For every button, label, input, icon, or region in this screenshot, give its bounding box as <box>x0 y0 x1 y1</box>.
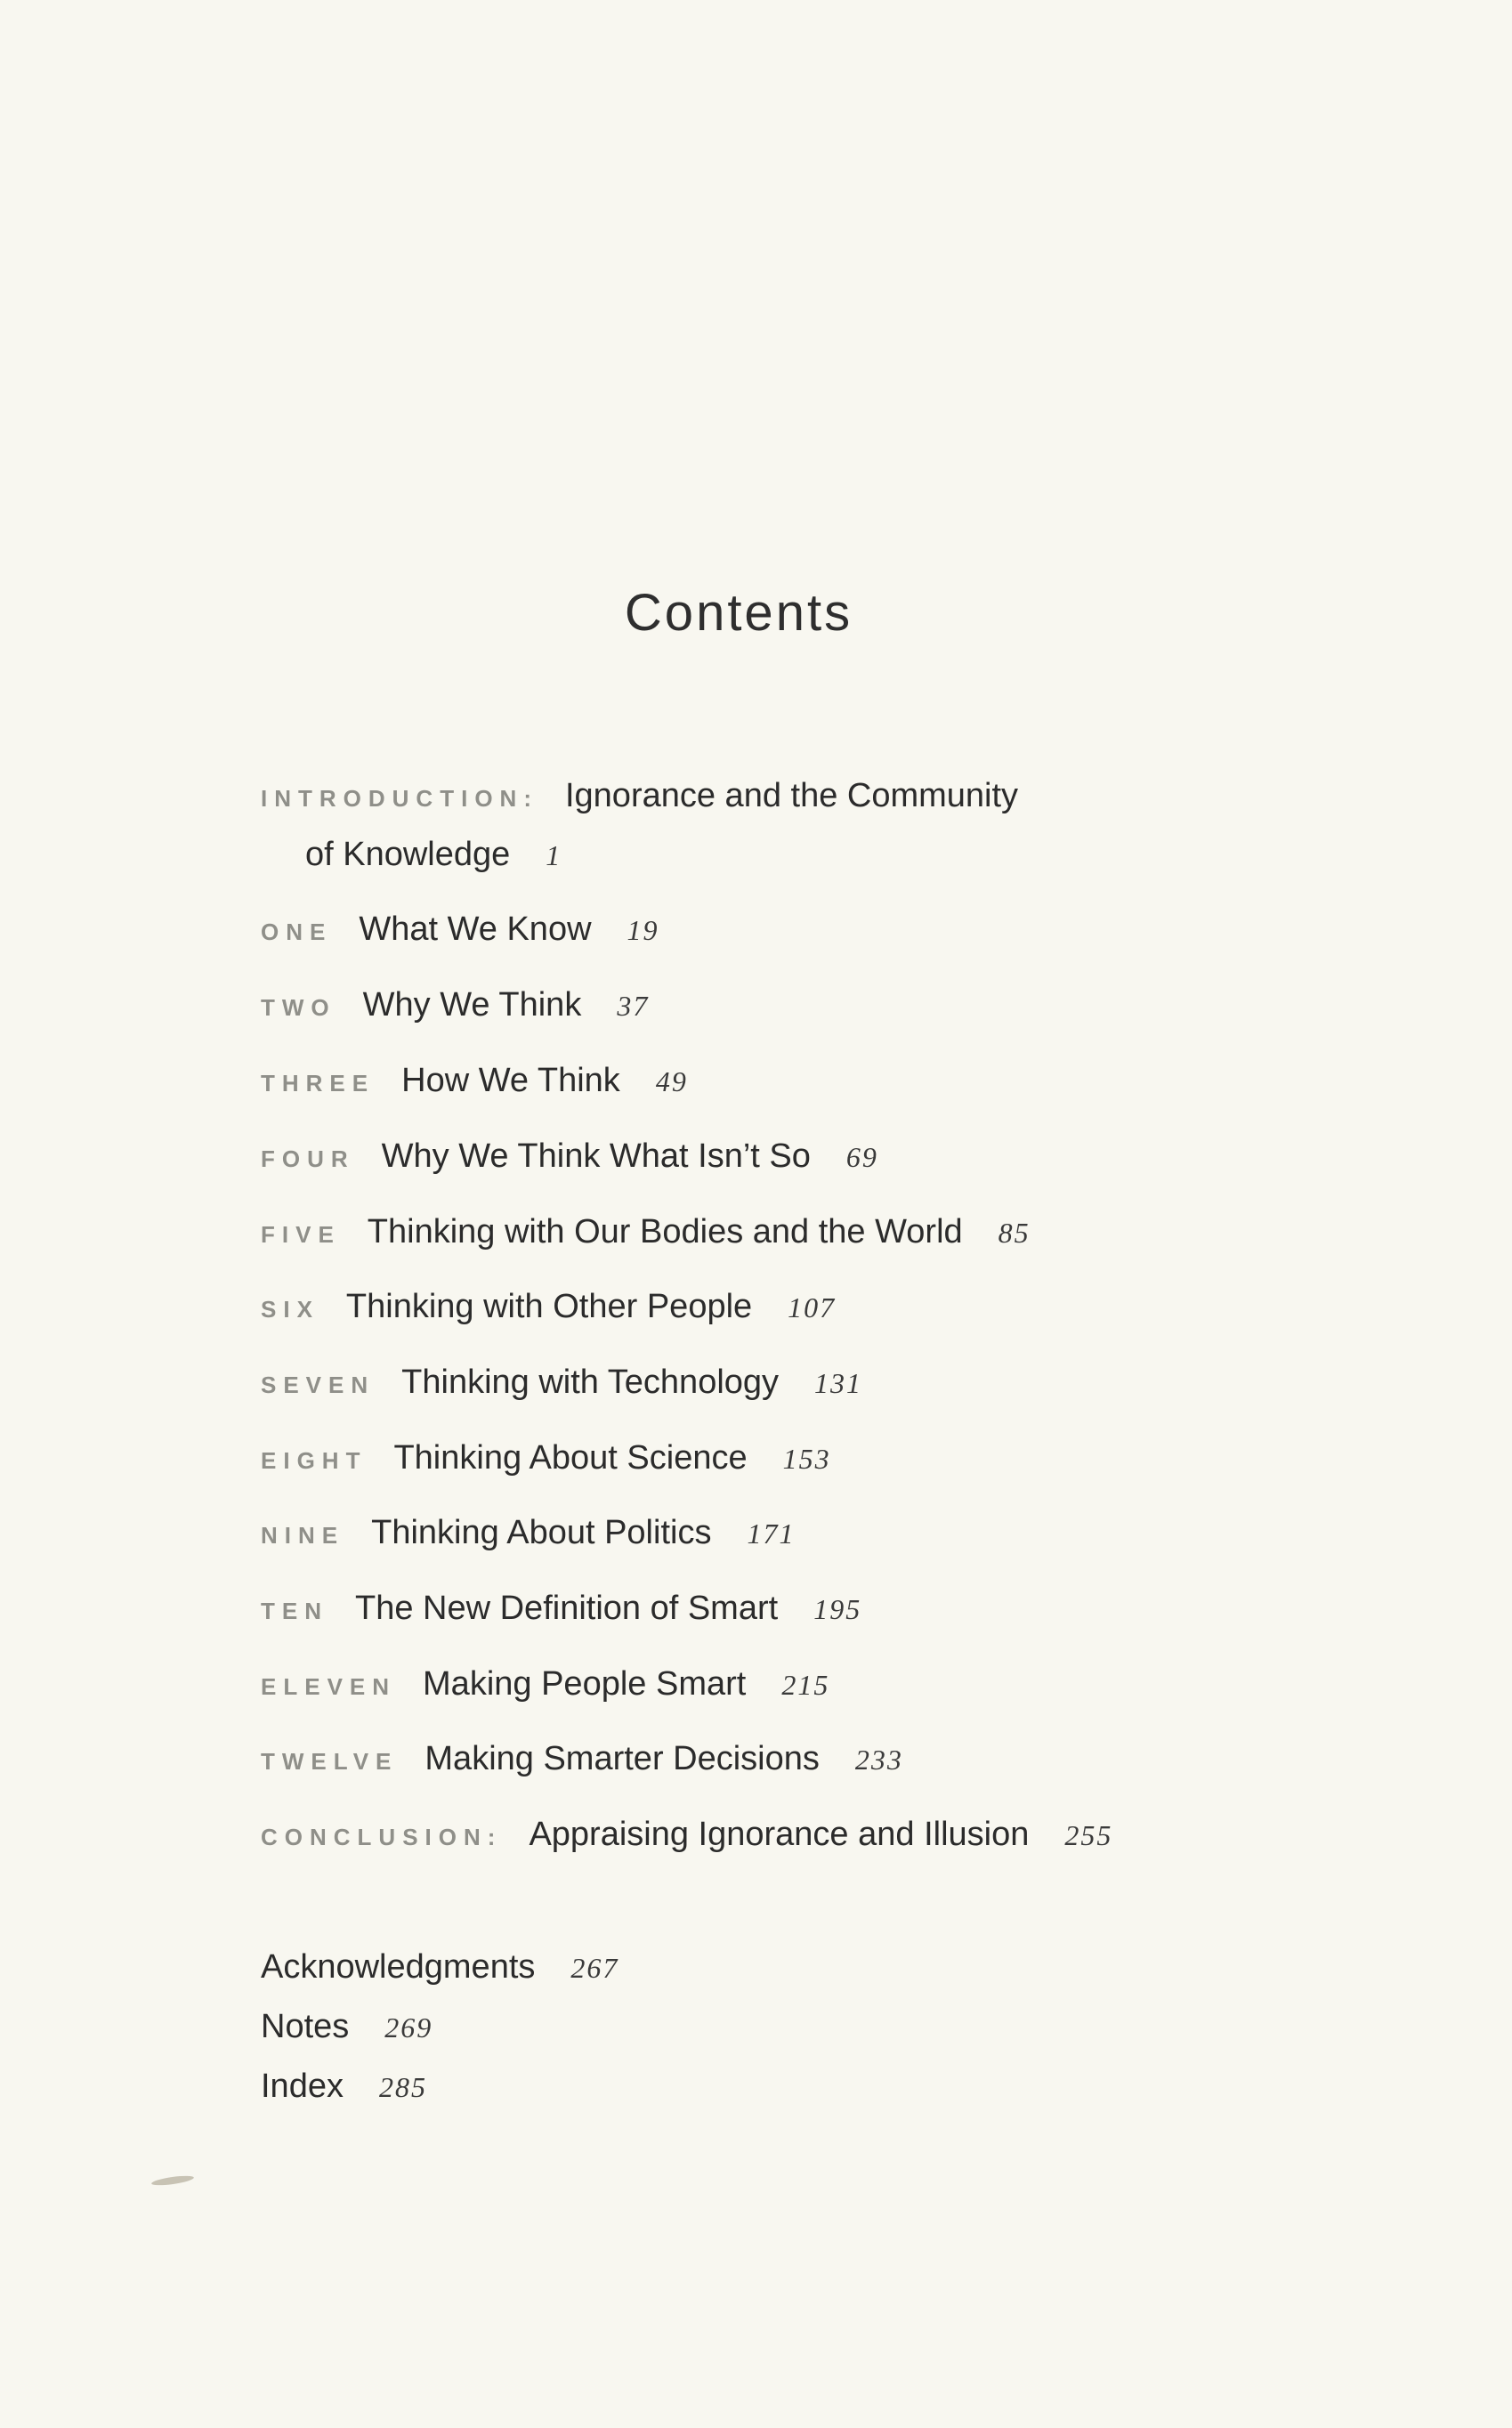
chapter-label: SIX <box>261 1296 319 1323</box>
toc-entry-chapter-9[interactable] <box>261 1511 795 1557</box>
page-number: 131 <box>814 1367 863 1399</box>
toc-entry-chapter-12[interactable] <box>261 1737 903 1783</box>
page-number: 233 <box>854 1744 903 1776</box>
toc-entry-chapter-10[interactable] <box>261 1587 861 1632</box>
page-number: 19 <box>627 914 659 946</box>
chapter-title: The New Definition of Smart <box>355 1590 779 1627</box>
chapter-title: Thinking with Our Bodies and the World <box>367 1213 963 1250</box>
chapter-title: Thinking with Technology <box>401 1364 780 1401</box>
page-number: 215 <box>781 1669 830 1701</box>
chapter-label: ELEVEN <box>261 1673 397 1700</box>
page-number: 37 <box>617 990 650 1022</box>
paper-smudge <box>151 2174 195 2188</box>
chapter-title: Thinking About Politics <box>371 1514 712 1551</box>
page-title: Contents <box>624 584 853 642</box>
toc-entry-chapter-7[interactable] <box>261 1361 862 1406</box>
toc-entry-chapter-5[interactable] <box>261 1210 1031 1256</box>
chapter-label: TWELVE <box>261 1748 399 1775</box>
page-number: 195 <box>813 1593 862 1625</box>
toc-entry-chapter-3[interactable] <box>261 1059 688 1105</box>
chapter-label: FOUR <box>261 1145 355 1172</box>
page-number: 1 <box>546 839 562 871</box>
chapter-title: What We Know <box>359 910 592 948</box>
toc-entry-chapter-6[interactable] <box>261 1285 836 1331</box>
toc-entry-chapter-8[interactable] <box>261 1437 831 1482</box>
page-number: 153 <box>782 1443 831 1475</box>
chapter-label: EIGHT <box>261 1447 368 1474</box>
page-number: 85 <box>998 1217 1031 1249</box>
toc-entry-introduction-continued[interactable] <box>305 833 562 877</box>
page-number: 69 <box>845 1141 878 1173</box>
toc-entry-chapter-1[interactable] <box>261 908 659 953</box>
chapter-title: Thinking About Science <box>393 1439 748 1477</box>
page-number: 285 <box>378 2071 427 2103</box>
chapter-title: How We Think <box>401 1062 620 1099</box>
toc-entry-introduction[interactable] <box>261 774 1018 820</box>
chapter-title: Why We Think What Isn’t So <box>381 1137 811 1175</box>
toc-entry-chapter-11[interactable] <box>261 1663 829 1708</box>
chapter-title: Making Smarter Decisions <box>424 1740 820 1777</box>
page-number: 49 <box>655 1065 688 1097</box>
chapter-label: TEN <box>261 1598 328 1624</box>
chapter-label: NINE <box>261 1522 345 1549</box>
chapter-label: SEVEN <box>261 1372 376 1398</box>
chapter-label: THREE <box>261 1070 376 1097</box>
chapter-label: INTRODUCTION: <box>261 785 538 812</box>
chapter-title: Ignorance and the Community <box>564 777 1019 814</box>
chapter-title-continued: of Knowledge <box>305 836 511 873</box>
toc-entry-chapter-4[interactable] <box>261 1135 878 1180</box>
toc-entry-notes[interactable] <box>261 2005 433 2049</box>
chapter-label: ONE <box>261 919 333 945</box>
page-number: 269 <box>384 2011 433 2044</box>
back-matter-title: Index <box>261 2068 344 2105</box>
page-number: 267 <box>570 1952 619 1984</box>
chapter-title: Appraising Ignorance and Illusion <box>529 1816 1030 1853</box>
chapter-title: Thinking with Other People <box>345 1288 753 1325</box>
chapter-label: CONCLUSION: <box>261 1824 503 1850</box>
back-matter-title: Notes <box>261 2008 350 2045</box>
chapter-title: Making People Smart <box>423 1665 747 1703</box>
toc-entry-acknowledgments[interactable] <box>261 1946 619 1989</box>
chapter-label: TWO <box>261 994 336 1021</box>
page-number: 107 <box>788 1291 837 1323</box>
back-matter-title: Acknowledgments <box>261 1948 536 1986</box>
chapter-label: FIVE <box>261 1221 341 1248</box>
toc-entry-index[interactable] <box>261 2065 427 2108</box>
page-number: 171 <box>747 1518 796 1550</box>
page-number: 255 <box>1064 1819 1113 1851</box>
toc-entry-chapter-2[interactable] <box>261 983 649 1029</box>
toc-entry-conclusion[interactable] <box>261 1813 1112 1858</box>
chapter-title: Why We Think <box>362 986 582 1024</box>
